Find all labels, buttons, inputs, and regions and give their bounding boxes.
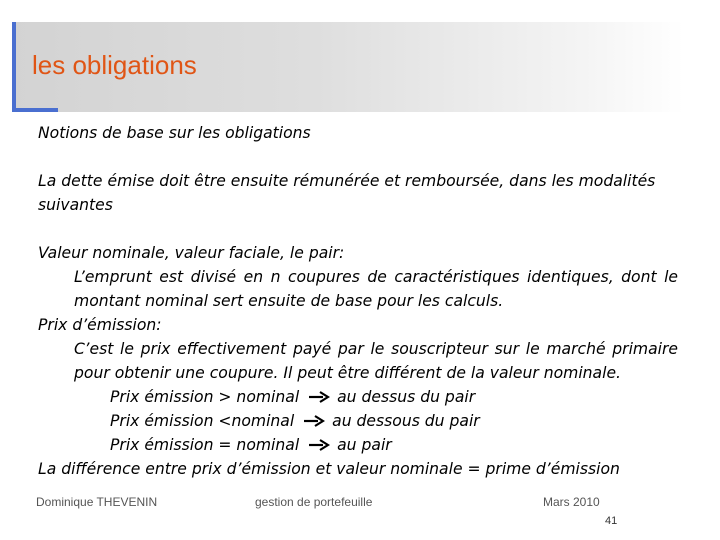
- slide-title: les obligations: [32, 50, 197, 80]
- footer-date: Mars 2010: [543, 495, 600, 509]
- intro-text: La dette émise doit être ensuite rémunérée et remboursée, dans les modalités suivantes: [38, 172, 656, 214]
- case-condition: Prix émission > nominal: [110, 388, 300, 406]
- case-above-par: [38, 385, 678, 409]
- section-heading: Notions de base sur les obligations: [38, 124, 311, 142]
- title-accent-horizontal: [12, 108, 58, 112]
- page-number: 41: [605, 515, 618, 527]
- slide-body: [38, 121, 678, 481]
- right-arrow-icon: [308, 439, 330, 451]
- footer-author: Dominique THEVENIN: [36, 495, 158, 509]
- title-accent-vertical: [12, 22, 16, 112]
- conclusion-text: La différence entre prix d’émission et valeur nominale = prime d’émission: [38, 460, 620, 478]
- case-result: au dessus du pair: [337, 388, 476, 406]
- case-at-par: [38, 433, 678, 457]
- case-condition: Prix émission = nominal: [110, 436, 300, 454]
- right-arrow-icon: [303, 415, 325, 427]
- face-value-definition: L’emprunt est divisé en n coupures de caractéristiques identiques, dont le montant nominal sert ensuite de base pour les calculs.: [74, 268, 678, 310]
- issue-price-definition: C’est le prix effectivement payé par le souscripteur sur le marché primaire pour obtenir une coupure. Il peut être différent de la valeur nominale.: [74, 340, 678, 382]
- case-below-par: [38, 409, 678, 433]
- spacer: [38, 217, 678, 241]
- issue-price-term: Prix d’émission:: [38, 316, 162, 334]
- face-value-term: Valeur nominale, valeur faciale, le pair:: [38, 244, 345, 262]
- footer-subject: gestion de portefeuille: [255, 495, 373, 509]
- case-result: au dessous du pair: [332, 412, 480, 430]
- case-result: au pair: [337, 436, 392, 454]
- spacer: [38, 145, 678, 169]
- right-arrow-icon: [308, 391, 330, 403]
- case-condition: Prix émission <nominal: [110, 412, 295, 430]
